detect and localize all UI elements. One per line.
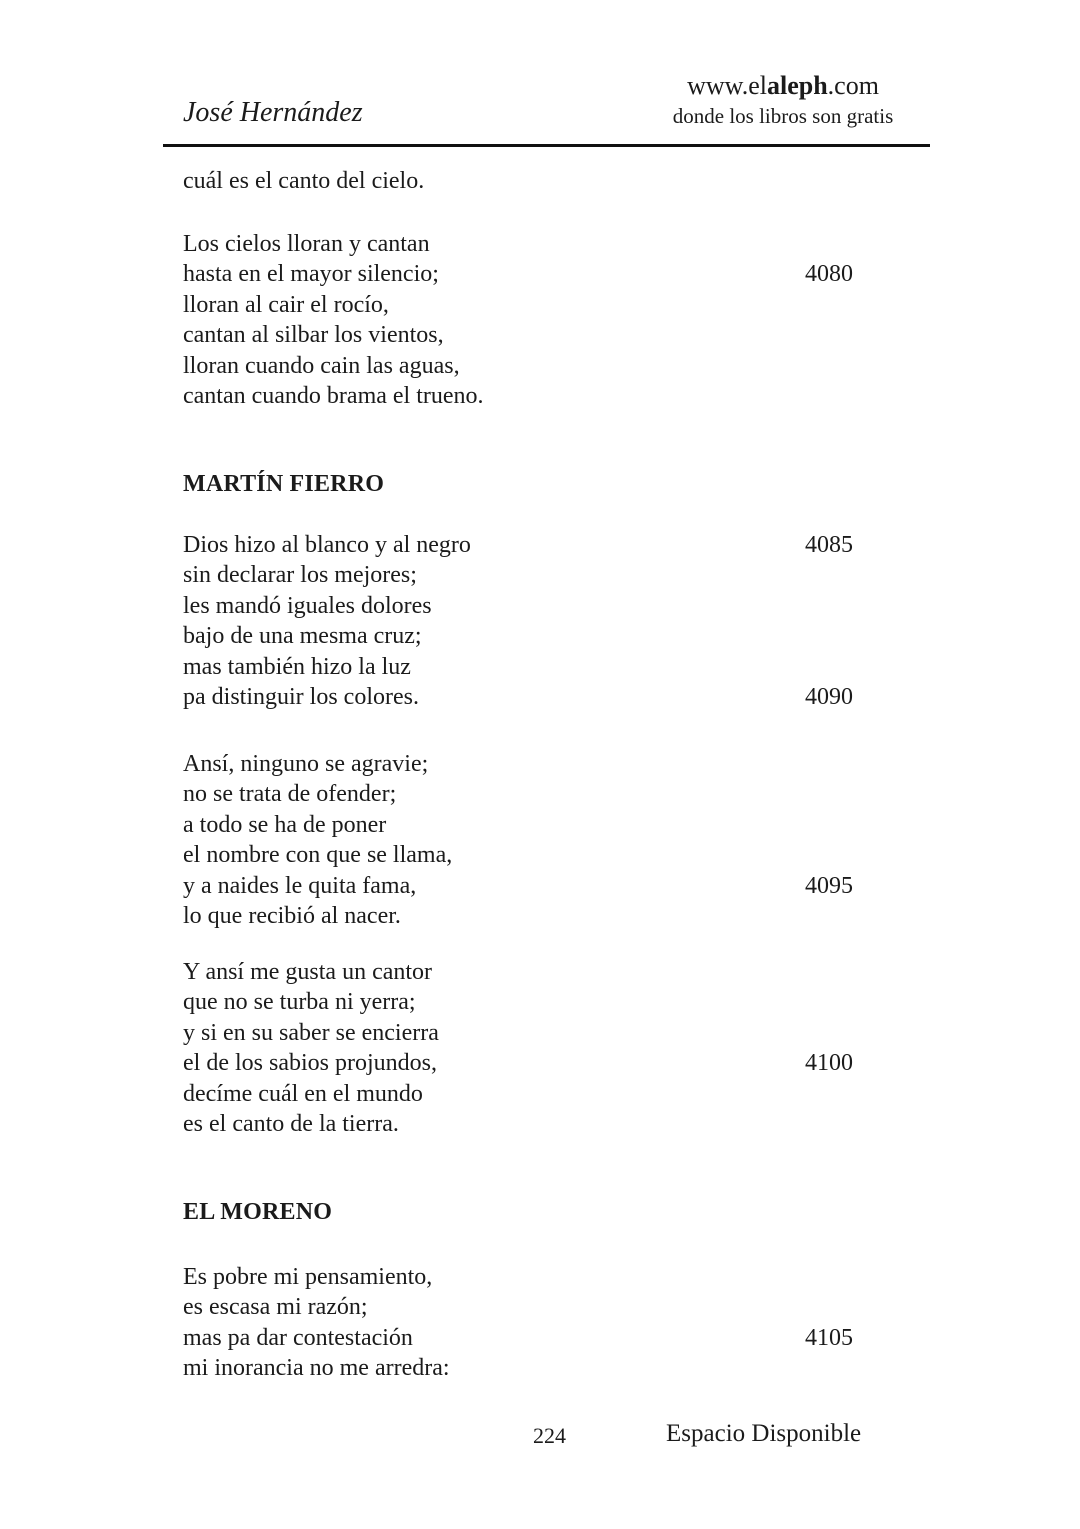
poem-line (183, 1079, 883, 1109)
verse-number: 4100 (805, 1050, 853, 1077)
poem-line-text: cantan al silbar los vientos, (183, 322, 444, 349)
poem-line-text: lloran al cair el rocío, (183, 291, 389, 318)
poem-line (183, 381, 883, 411)
page-number: 224 (533, 1423, 566, 1448)
watermark-text: Espacio Disponible (666, 1420, 862, 1447)
poem-line (183, 840, 883, 870)
site-header (648, 72, 918, 128)
verse-number: 4095 (805, 872, 853, 899)
poem-stanza (183, 530, 883, 712)
poem-line (183, 779, 883, 809)
poem-line-text: Ansí, ninguno se agravie; (183, 751, 429, 777)
site-url-brand: aleph (766, 71, 828, 100)
poem-line-text: y si en su saber se encierra (183, 1019, 439, 1046)
poem-line-text: mi inorancia no me arredra: (183, 1355, 450, 1382)
poem-line (183, 1292, 883, 1322)
poem-line (183, 1018, 883, 1048)
poem-line-text: es escasa mi razón; (183, 1294, 368, 1321)
poem-stanza (183, 1262, 883, 1384)
poem-line-text: Es pobre mi pensamiento, (183, 1264, 433, 1290)
poem-line (183, 871, 883, 901)
poem-line (183, 1353, 883, 1383)
poem-line (183, 560, 883, 590)
poem-stanza (183, 957, 883, 1139)
poem-line (183, 621, 883, 651)
poem-line (183, 652, 883, 682)
poem-line (183, 810, 883, 840)
poem-line-text: que no se turba ni yerra; (183, 989, 416, 1016)
poem-line (183, 957, 883, 987)
poem-line-text: a todo se ha de poner (183, 811, 387, 838)
poem-line-text: y a naides le quita fama, (183, 872, 417, 899)
verse-number: 4085 (805, 532, 853, 558)
speaker-heading: MARTÍN FIERRO (183, 471, 385, 497)
verse-number: 4080 (805, 261, 853, 288)
header-rule (163, 144, 930, 147)
poem-line (183, 1323, 883, 1353)
verse-number: 4105 (805, 1324, 853, 1351)
poem-line (183, 320, 883, 350)
author-name: José Hernández (183, 97, 363, 128)
poem-stanza (183, 166, 883, 196)
poem-line-text: lo que recibió al nacer. (183, 903, 401, 930)
poem-line-text: el nombre con que se llama, (183, 842, 453, 869)
poem-line-text: mas también hizo la luz (183, 653, 411, 680)
site-tagline: donde los libros son gratis (672, 104, 894, 128)
poem-line (183, 901, 883, 931)
poem-line-text: no se trata de ofender; (183, 781, 397, 808)
poem-line (183, 1109, 883, 1139)
poem-line (183, 530, 883, 560)
site-url-suffix: .com (827, 71, 879, 100)
poem-line-text: cuál es el canto del cielo. (183, 168, 425, 194)
poem-line-text: es el canto de la tierra. (183, 1111, 399, 1138)
poem-line-text: hasta en el mayor silencio; (183, 261, 439, 288)
poem-line (183, 1262, 883, 1292)
poem-line-text: lloran cuando cain las aguas, (183, 352, 460, 379)
poem-line-text: les mandó iguales dolores (183, 592, 432, 619)
poem-line-text: el de los sabios projundos, (183, 1050, 437, 1077)
poem-line-text: Los cielos lloran y cantan (183, 231, 430, 257)
site-url (648, 72, 918, 100)
poem-line-text: Y ansí me gusta un cantor (183, 959, 433, 985)
poem-stanza (183, 229, 883, 411)
poem-line (183, 591, 883, 621)
site-url-prefix: www.el (687, 71, 767, 100)
poem-line-text: sin declarar los mejores; (183, 562, 417, 589)
poem-line (183, 351, 883, 381)
poem-line-text: decíme cuál en el mundo (183, 1080, 423, 1107)
poem-line-text: cantan cuando brama el trueno. (183, 383, 484, 410)
poem-line (183, 259, 883, 289)
poem-line-text: pa distinguir los colores. (183, 684, 419, 711)
poem-line (183, 987, 883, 1017)
poem-stanza (183, 749, 883, 931)
speaker-heading: EL MORENO (183, 1199, 333, 1225)
poem-line (183, 166, 883, 196)
poem-line-text: Dios hizo al blanco y al negro (183, 532, 471, 558)
poem-line (183, 1048, 883, 1078)
poem-line (183, 749, 883, 779)
verse-number: 4090 (805, 684, 853, 711)
poem-line-text: bajo de una mesma cruz; (183, 623, 422, 650)
poem-line (183, 229, 883, 259)
poem-line (183, 290, 883, 320)
poem-line-text: mas pa dar contestación (183, 1324, 413, 1351)
poem-line (183, 682, 883, 712)
